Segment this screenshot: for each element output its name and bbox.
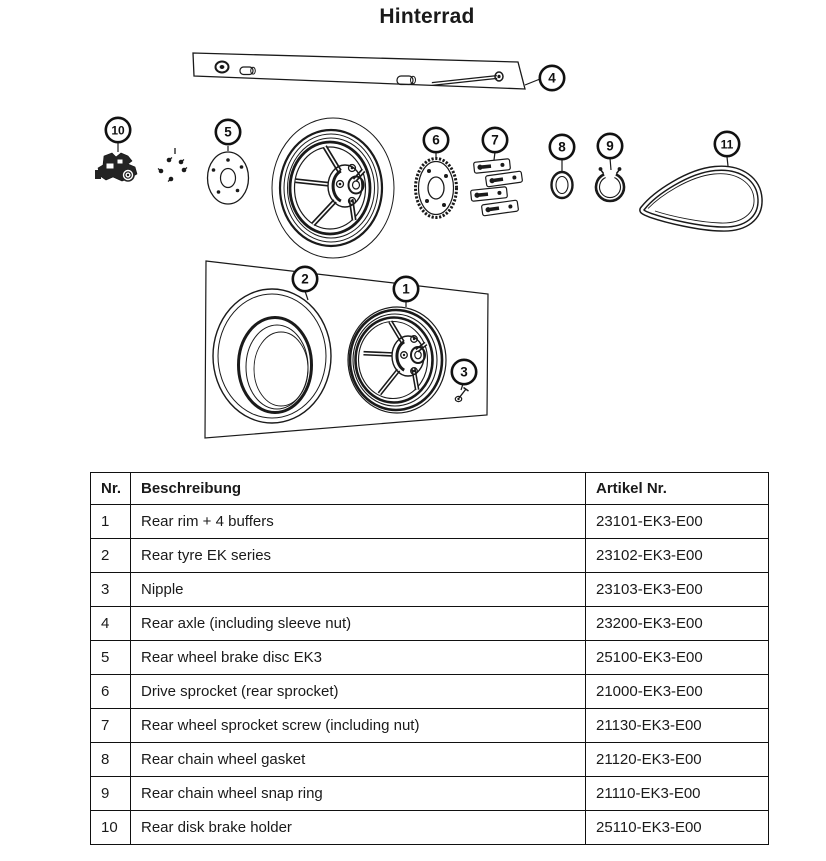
cell-nr: 5 [91,641,131,675]
cell-nr: 4 [91,607,131,641]
cell-artikel: 21130-EK3-E00 [586,709,769,743]
table-row [91,777,769,811]
chain-wheel-gasket [552,172,573,198]
cell-nr: 8 [91,743,131,777]
cell-artikel: 23102-EK3-E00 [586,539,769,573]
table-row [91,675,769,709]
callout-7 [483,128,507,152]
drive-chain [642,168,760,229]
cell-desc: Rear chain wheel snap ring [131,777,586,811]
callout-1 [394,277,418,301]
cell-nr: 3 [91,573,131,607]
table-row [91,607,769,641]
cell-nr: 10 [91,811,131,845]
cell-desc: Rear axle (including sleeve nut) [131,607,586,641]
assembled-wheel [272,118,394,258]
sprocket-screws [471,159,523,216]
rear-axle-assembly [193,53,525,89]
callout-9 [598,134,622,158]
header-desc: Beschreibung [131,473,586,505]
cell-desc: Rear chain wheel gasket [131,743,586,777]
svg-text:4: 4 [548,70,556,86]
cell-desc: Drive sprocket (rear sprocket) [131,675,586,709]
rear-wheel-brake-disc [208,152,249,204]
cell-nr: 6 [91,675,131,709]
cell-desc: Rear rim + 4 buffers [131,505,586,539]
cell-artikel: 25100-EK3-E00 [586,641,769,675]
cell-desc: Rear wheel brake disc EK3 [131,641,586,675]
cell-artikel: 23200-EK3-E00 [586,607,769,641]
callout-5 [216,120,240,144]
rear-rim [348,307,446,413]
drive-sprocket [416,159,457,218]
nipple [455,388,468,402]
svg-text:7: 7 [491,132,499,148]
svg-text:11: 11 [720,137,734,152]
callout-3 [452,360,476,384]
table-row [91,573,769,607]
cell-desc: Nipple [131,573,586,607]
cell-artikel: 23101-EK3-E00 [586,505,769,539]
cell-artikel: 23103-EK3-E00 [586,573,769,607]
callout-4 [540,66,564,90]
callout-11 [715,132,739,156]
parts-table [90,472,769,845]
cell-artikel: 25110-EK3-E00 [586,811,769,845]
callout-2 [293,267,317,291]
svg-text:1: 1 [402,281,410,297]
svg-text:10: 10 [111,123,125,138]
header-artikel: Artikel Nr. [586,473,769,505]
chain-wheel-snap-ring [596,167,624,201]
page-title: Hinterrad [379,5,475,28]
cell-artikel: 21000-EK3-E00 [586,675,769,709]
svg-text:3: 3 [460,364,468,380]
cell-nr: 1 [91,505,131,539]
rear-tyre [213,289,331,423]
svg-text:2: 2 [301,271,309,287]
callout-6 [424,128,448,152]
cell-desc: Rear wheel sprocket screw (including nut) [131,709,586,743]
table-row [91,709,769,743]
header-nr: Nr. [91,473,131,505]
table-row [91,539,769,573]
cell-nr: 2 [91,539,131,573]
svg-text:8: 8 [558,139,566,155]
cell-nr: 9 [91,777,131,811]
cell-artikel: 21120-EK3-E00 [586,743,769,777]
table-row [91,743,769,777]
table-row [91,505,769,539]
svg-text:5: 5 [224,124,232,140]
callout-8 [550,135,574,159]
svg-text:9: 9 [606,138,614,154]
screw-cluster [158,148,187,182]
table-row [91,641,769,675]
callout-10 [106,118,130,142]
cell-desc: Rear disk brake holder [131,811,586,845]
cell-nr: 7 [91,709,131,743]
table-header-row [91,473,769,505]
table-row [91,811,769,845]
cell-artikel: 21110-EK3-E00 [586,777,769,811]
rear-disk-brake-holder [95,153,137,181]
svg-text:6: 6 [432,132,440,148]
cell-desc: Rear tyre EK series [131,539,586,573]
